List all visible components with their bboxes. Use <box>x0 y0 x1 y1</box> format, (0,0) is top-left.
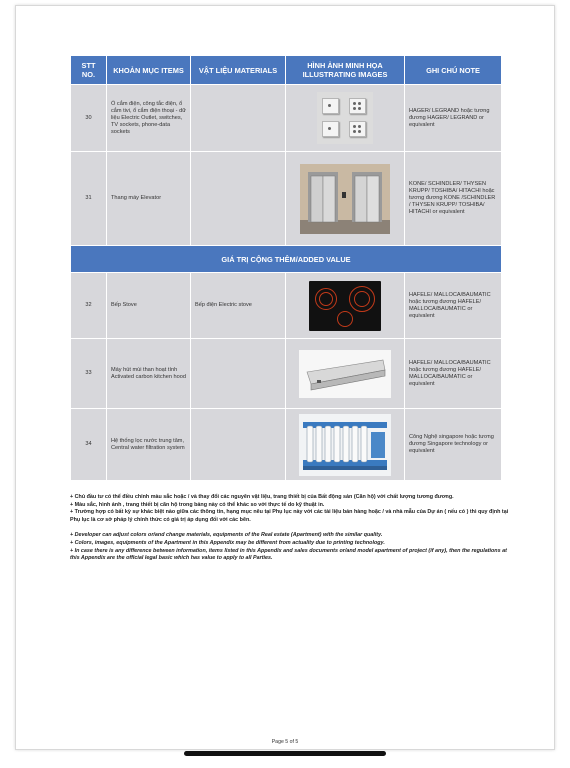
row-item: Ổ cắm điện, công tắc điện, ổ cắm tivi, ổ cắm điện thoại - dữ liệu Electric Outlet, switches, TV sockets, phone-data sockets <box>107 85 191 152</box>
specification-table <box>70 55 502 481</box>
row-material <box>191 409 286 481</box>
row-note: HAFELE/ MALLOCA/BAUMATIC hoặc tương đương HAFELE/ MALLOCA/BAUMATIC or equivalent <box>405 273 502 339</box>
row-image <box>286 152 405 246</box>
row-image <box>286 273 405 339</box>
page-number: Page 5 of 5 <box>271 739 299 745</box>
table-row <box>71 273 502 339</box>
row-stt: 32 <box>71 273 107 339</box>
row-image <box>286 409 405 481</box>
table-header-row <box>71 56 502 85</box>
note-vi-3: + Trường hợp có bất kỳ sự khác biệt nào giữa các thông tin, hạng mục nêu tại Phụ lục này với các tài liệu bán hàng hoặc / và nhà mẫu của Dự án ( nếu có ) thì quy định tại Phụ lục là cơ sở pháp lý chính thức có giá trị áp dụng đối với các bên. <box>70 509 509 523</box>
added-value-row <box>71 246 502 273</box>
row-image <box>286 339 405 409</box>
header-stt: STT NO. <box>71 56 107 85</box>
table-row <box>71 409 502 481</box>
row-note: KONE/ SCHINDLER/ THYSEN KRUPP/ TOSHIBA/ HITACHI hoặc tương đương KONE /SCHINDLER / THYSEN KRUPP/ TOSHIBA/ HITACHI or equivalent <box>405 152 502 246</box>
note-vi-1: + Chủ đầu tư có thể điều chỉnh màu sắc hoặc / và thay đổi các nguyên vật liệu, trang thiết bị của Bất động sản (Căn hộ) với chất lượng tương đương. <box>70 494 454 500</box>
row-stt: 31 <box>71 152 107 246</box>
row-image <box>286 85 405 152</box>
wall-sockets-icon <box>317 92 373 144</box>
row-material: Bếp điện Electric stove <box>191 273 286 339</box>
row-note: Công Nghệ singapore hoặc tương đương Singapore technology or equivalent <box>405 409 502 481</box>
header-material: VẬT LIỆU MATERIALS <box>191 56 286 85</box>
electric-stove-icon <box>309 281 381 331</box>
added-value-label: GIÁ TRỊ CỘNG THÊM/ADDED VALUE <box>71 246 502 273</box>
home-indicator[interactable] <box>184 751 386 756</box>
row-note: HAGER/ LEGRAND hoặc tương đương HAGER/ LEGRAND or equivalent <box>405 85 502 152</box>
note-en-3: + In case there is any difference between information, items listed in this Appendix and sales documents or/and model apartment of project (if any), then the regulations at this Appendix are the official legal basic which has value to apply to all Parties. <box>70 547 507 562</box>
row-stt: 33 <box>71 339 107 409</box>
row-item: Hệ thống lọc nước trung tâm, Central water filtration system <box>107 409 191 481</box>
table-row <box>71 339 502 409</box>
row-stt: 30 <box>71 85 107 152</box>
note-en-2: + Colors, images, equipments of the Apartment in this Appendix may be different from actuality due to printing technology. <box>70 539 385 546</box>
row-material <box>191 339 286 409</box>
kitchen-hood-icon <box>299 350 391 398</box>
row-item: Thang máy Elevator <box>107 152 191 246</box>
header-image: HÌNH ẢNH MINH HỌA ILLUSTRATING IMAGES <box>286 56 405 85</box>
elevator-icon <box>300 164 390 234</box>
header-item: KHOẢN MỤC ITEMS <box>107 56 191 85</box>
row-item: Bếp Stove <box>107 273 191 339</box>
header-note: GHI CHÚ NOTE <box>405 56 502 85</box>
water-filter-icon <box>299 414 391 476</box>
row-stt: 34 <box>71 409 107 481</box>
note-en-1: + Developer can adjust colors or/and change materials, equipments of the Real estate (Apartment) with the similar quality. <box>70 532 383 539</box>
row-note: HAFELE/ MALLOCA/BAUMATIC hoặc tương đương HAFELE/ MALLOCA/BAUMATIC or equivalent <box>405 339 502 409</box>
footnotes <box>70 494 510 563</box>
table-row <box>71 152 502 246</box>
row-material <box>191 152 286 246</box>
table-row <box>71 85 502 152</box>
note-vi-2: + Màu sắc, hình ảnh , trang thiết bị căn hộ trong bảng này có thể khác so với thực tế do kỹ thuật in. <box>70 501 325 508</box>
row-item: Máy hút mùi than hoạt tính Activated carbon kitchen hood <box>107 339 191 409</box>
row-material <box>191 85 286 152</box>
